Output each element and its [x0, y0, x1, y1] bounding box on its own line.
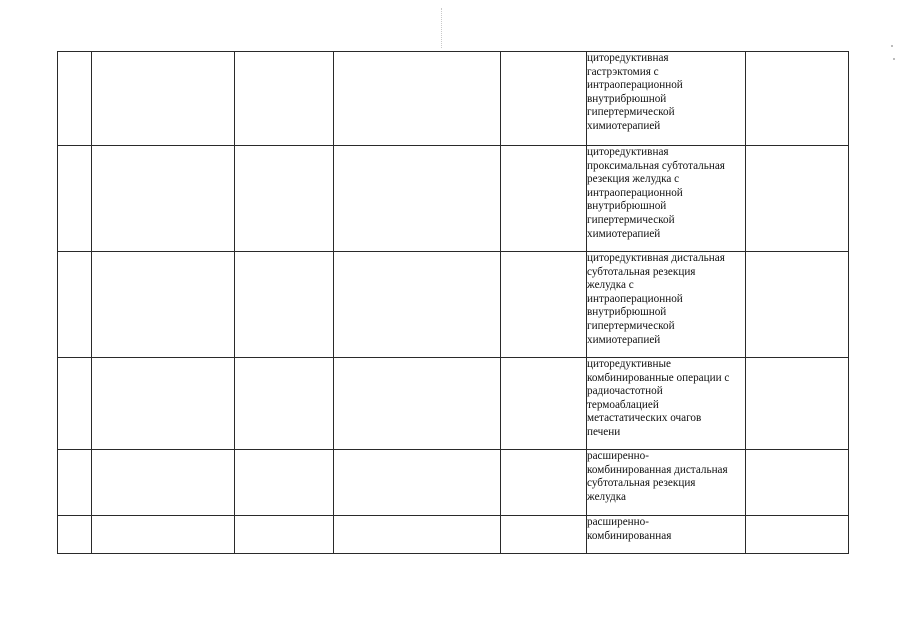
table-cell-number [58, 450, 92, 516]
table-cell [334, 450, 501, 516]
table-cell [235, 252, 334, 358]
table-cell [92, 358, 235, 450]
table-cell-number [58, 52, 92, 146]
table-row [58, 358, 849, 450]
table-cell-number [58, 146, 92, 252]
table-cell [92, 516, 235, 554]
table-row [58, 252, 849, 358]
table-cell [92, 52, 235, 146]
scan-artifact [893, 58, 895, 60]
table-cell [501, 358, 587, 450]
procedure-cell: циторедуктивная дистальная субтотальная резекция желудка с интраоперационной внутрибрюшной гипертермической химиотерапией [587, 252, 746, 358]
table-cell [235, 146, 334, 252]
procedure-cell: циторедуктивная проксимальная субтотальная резекция желудка с интраоперационной внутрибрюшной гипертермической химиотерапией [587, 146, 746, 252]
table-cell [235, 450, 334, 516]
table-row [58, 516, 849, 554]
table-cell [235, 52, 334, 146]
table-row [58, 52, 849, 146]
table-cell [334, 252, 501, 358]
table-cell [746, 52, 849, 146]
table-row [58, 450, 849, 516]
table-cell [746, 516, 849, 554]
procedure-cell: циторедуктивные комбинированные операции с радиочастотной термоаблацией метастатических очагов печени [587, 358, 746, 450]
table-cell [334, 516, 501, 554]
table-cell [235, 516, 334, 554]
scan-artifact [891, 45, 893, 47]
table-cell-number [58, 252, 92, 358]
table-cell [746, 252, 849, 358]
table-cell [746, 146, 849, 252]
table-cell [92, 252, 235, 358]
table-row [58, 146, 849, 252]
table-cell [501, 146, 587, 252]
table-cell [501, 516, 587, 554]
table-cell [746, 358, 849, 450]
table-cell [501, 52, 587, 146]
table-cell-number [58, 358, 92, 450]
table-cell [334, 358, 501, 450]
procedure-cell: расширенно- комбинированная дистальная субтотальная резекция желудка [587, 450, 746, 516]
table-cell-number [58, 516, 92, 554]
table-cell [235, 358, 334, 450]
table-cell [92, 450, 235, 516]
table-cell [334, 52, 501, 146]
procedure-cell: циторедуктивная гастрэктомия с интраоперационной внутрибрюшной гипертермической химиотерапией [587, 52, 746, 146]
procedure-cell: расширенно- комбинированная [587, 516, 746, 554]
fold-mark [441, 8, 442, 48]
procedures-table [57, 51, 849, 554]
table-cell [501, 450, 587, 516]
table-cell [334, 146, 501, 252]
table-cell [501, 252, 587, 358]
table-cell [746, 450, 849, 516]
table-cell [92, 146, 235, 252]
